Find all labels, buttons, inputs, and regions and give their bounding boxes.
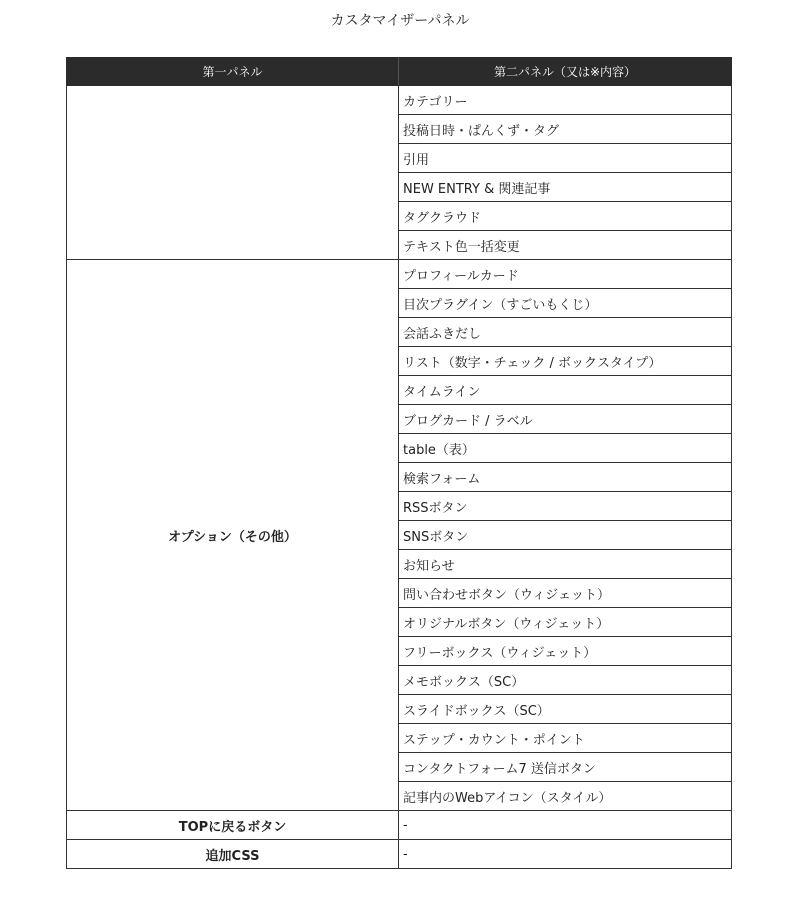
table-row: [67, 86, 732, 115]
table-row: [67, 260, 732, 289]
second-panel-cell: 目次プラグイン（すごいもくじ）: [399, 289, 732, 318]
second-panel-cell: タイムライン: [399, 376, 732, 405]
second-panel-cell: 会話ふきだし: [399, 318, 732, 347]
second-panel-cell: リスト（数字・チェック / ボックスタイプ）: [399, 347, 732, 376]
second-panel-cell: フリーボックス（ウィジェット）: [399, 637, 732, 666]
second-panel-cell: 検索フォーム: [399, 463, 732, 492]
second-panel-cell: 引用: [399, 144, 732, 173]
second-panel-cell: スライドボックス（SC）: [399, 695, 732, 724]
first-panel-cell: オプション（その他）: [67, 260, 399, 811]
customizer-panel-table: [66, 57, 732, 869]
second-panel-cell: プロフィールカード: [399, 260, 732, 289]
second-panel-cell: -: [399, 811, 732, 840]
header-second-panel: 第二パネル（又は※内容）: [399, 58, 732, 86]
table-header-row: [67, 58, 732, 86]
second-panel-cell: コンタクトフォーム7 送信ボタン: [399, 753, 732, 782]
second-panel-cell: オリジナルボタン（ウィジェット）: [399, 608, 732, 637]
table-row: [67, 840, 732, 869]
page-title: カスタマイザーパネル: [330, 13, 470, 29]
second-panel-cell: お知らせ: [399, 550, 732, 579]
second-panel-cell: テキスト色一括変更: [399, 231, 732, 260]
table-body: [67, 86, 732, 869]
second-panel-cell: table（表）: [399, 434, 732, 463]
first-panel-cell: [67, 86, 399, 260]
second-panel-cell: RSSボタン: [399, 492, 732, 521]
second-panel-cell: ステップ・カウント・ポイント: [399, 724, 732, 753]
second-panel-cell: -: [399, 840, 732, 869]
second-panel-cell: メモボックス（SC）: [399, 666, 732, 695]
header-first-panel: 第一パネル: [67, 58, 399, 86]
second-panel-cell: ブログカード / ラベル: [399, 405, 732, 434]
second-panel-cell: SNSボタン: [399, 521, 732, 550]
second-panel-cell: カテゴリー: [399, 86, 732, 115]
table-row: [67, 811, 732, 840]
second-panel-cell: 投稿日時・ぱんくず・タグ: [399, 115, 732, 144]
second-panel-cell: 記事内のWebアイコン（スタイル）: [399, 782, 732, 811]
first-panel-cell: 追加CSS: [67, 840, 399, 869]
first-panel-cell: TOPに戻るボタン: [67, 811, 399, 840]
second-panel-cell: 問い合わせボタン（ウィジェット）: [399, 579, 732, 608]
second-panel-cell: タグクラウド: [399, 202, 732, 231]
second-panel-cell: NEW ENTRY & 関連記事: [399, 173, 732, 202]
